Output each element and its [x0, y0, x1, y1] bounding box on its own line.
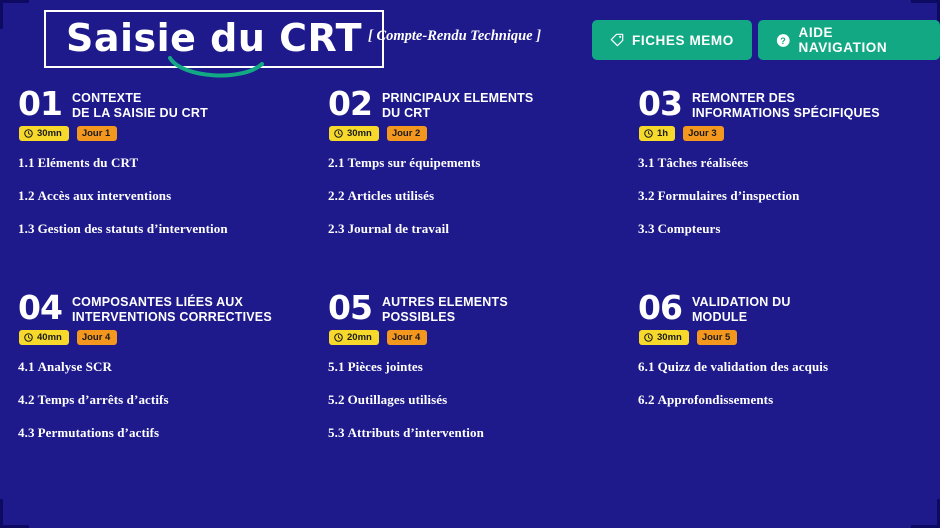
- lesson-4-2-number: 4.2: [18, 392, 35, 407]
- module-04-number: 04: [18, 288, 62, 327]
- lesson-2-2[interactable]: [328, 188, 638, 204]
- module-02-lessons: [328, 155, 638, 237]
- lesson-3-3[interactable]: [638, 221, 940, 237]
- module-02-duration-badge: [329, 126, 379, 141]
- module-04-lessons: [18, 359, 328, 441]
- module-02-title-line1: PRINCIPAUX ELEMENTS: [381, 91, 534, 105]
- lesson-2-3-number: 2.3: [328, 221, 345, 236]
- module-01-duration-label: 30mn: [37, 128, 62, 139]
- module-03-duration-label: 1h: [657, 128, 669, 139]
- lesson-3-3-label: Compteurs: [657, 221, 721, 236]
- module-02-duration-label: 30mn: [347, 128, 372, 139]
- page-title: Saisie du CRT: [66, 16, 363, 60]
- module-05-title-line1: AUTRES ELEMENTS: [381, 295, 508, 309]
- lesson-4-1[interactable]: [18, 359, 328, 375]
- lesson-1-2[interactable]: [18, 188, 328, 204]
- module-01-duration-badge: [19, 126, 69, 141]
- module-03-day-badge: Jour 3: [683, 126, 724, 141]
- module-01-title-line1: CONTEXTE: [71, 91, 142, 105]
- clock-icon: [644, 129, 653, 138]
- module-06-day-badge: Jour 5: [697, 330, 738, 345]
- module-03-badges: [639, 126, 940, 141]
- lesson-2-2-label: Articles utilisés: [347, 188, 435, 203]
- module-04: [18, 288, 328, 458]
- clock-icon: [24, 129, 33, 138]
- module-03-duration-badge: [639, 126, 675, 141]
- module-05-lessons: [328, 359, 638, 441]
- module-04-badges: [19, 330, 328, 345]
- lesson-5-2-number: 5.2: [328, 392, 345, 407]
- module-02-header: [328, 84, 638, 123]
- module-02-day-badge: Jour 2: [387, 126, 428, 141]
- clock-icon: [334, 129, 343, 138]
- lesson-3-1-label: Tâches réalisées: [657, 155, 749, 170]
- lesson-4-3-label: Permutations d’actifs: [37, 425, 160, 440]
- lesson-1-2-label: Accès aux interventions: [37, 188, 172, 203]
- module-06: [638, 288, 940, 458]
- module-06-number: 06: [638, 288, 682, 327]
- lesson-1-3[interactable]: [18, 221, 328, 237]
- lesson-3-2-label: Formulaires d’inspection: [657, 188, 800, 203]
- lesson-5-1[interactable]: [328, 359, 638, 375]
- lesson-5-1-label: Pièces jointes: [347, 359, 423, 374]
- module-03-header: [638, 84, 940, 123]
- module-01-header: [18, 84, 328, 123]
- lesson-4-1-number: 4.1: [18, 359, 35, 374]
- corner-accent-bottom-left: [0, 499, 29, 528]
- lesson-1-3-number: 1.3: [18, 221, 35, 236]
- page-header: [0, 0, 940, 86]
- lesson-5-1-number: 5.1: [328, 359, 345, 374]
- lesson-3-1-number: 3.1: [638, 155, 655, 170]
- module-01-day-badge: Jour 1: [77, 126, 118, 141]
- module-04-header: [18, 288, 328, 327]
- module-02: [328, 84, 638, 292]
- lesson-5-2-label: Outillages utilisés: [347, 392, 448, 407]
- lesson-4-3-number: 4.3: [18, 425, 35, 440]
- lesson-5-3-label: Attributs d’intervention: [347, 425, 484, 440]
- module-01: [18, 84, 328, 292]
- module-04-day-badge: Jour 4: [77, 330, 118, 345]
- clock-icon: [334, 333, 343, 342]
- module-01-number: 01: [18, 84, 62, 123]
- module-05-titles: [382, 292, 508, 325]
- module-05: [328, 288, 638, 458]
- module-05-number: 05: [328, 288, 372, 327]
- module-04-duration-label: 40mn: [37, 332, 62, 343]
- module-05-badges: [329, 330, 638, 345]
- module-05-duration-label: 20mn: [347, 332, 372, 343]
- question-circle-icon: [776, 33, 791, 48]
- module-05-title-line2: POSSIBLES: [381, 310, 456, 324]
- lesson-6-1[interactable]: [638, 359, 940, 375]
- module-01-lessons: [18, 155, 328, 237]
- lesson-2-1[interactable]: [328, 155, 638, 171]
- module-06-lessons: [638, 359, 940, 408]
- fiches-memo-button[interactable]: [592, 20, 752, 60]
- lesson-4-2[interactable]: [18, 392, 328, 408]
- module-04-title-line1: COMPOSANTES LIÉES AUX: [71, 295, 244, 309]
- module-05-duration-badge: [329, 330, 379, 345]
- lesson-5-3[interactable]: [328, 425, 638, 441]
- module-02-number: 02: [328, 84, 372, 123]
- module-01-titles: [72, 88, 208, 121]
- clock-icon: [24, 333, 33, 342]
- module-06-title-line2: MODULE: [691, 310, 748, 324]
- lesson-5-2[interactable]: [328, 392, 638, 408]
- module-06-duration-label: 30mn: [657, 332, 682, 343]
- lesson-2-2-number: 2.2: [328, 188, 345, 203]
- module-03-number: 03: [638, 84, 682, 123]
- module-06-duration-badge: [639, 330, 689, 345]
- module-05-header: [328, 288, 638, 327]
- module-06-title-line1: VALIDATION DU: [691, 295, 791, 309]
- lesson-4-3[interactable]: [18, 425, 328, 441]
- fiches-memo-label: FICHES MEMO: [632, 32, 734, 48]
- module-04-titles: [72, 292, 272, 325]
- page-subtitle: [ Compte-Rendu Technique ]: [368, 28, 542, 44]
- module-05-day-badge: Jour 4: [387, 330, 428, 345]
- module-03: [638, 84, 940, 292]
- lesson-6-1-number: 6.1: [638, 359, 655, 374]
- module-02-titles: [382, 88, 534, 121]
- lesson-2-1-label: Temps sur équipements: [347, 155, 481, 170]
- module-06-header: [638, 288, 940, 327]
- lesson-3-3-number: 3.3: [638, 221, 655, 236]
- module-03-title-line2: INFORMATIONS SPÉCIFIQUES: [691, 106, 880, 120]
- module-06-titles: [692, 292, 791, 325]
- lesson-1-1-label: Eléments du CRT: [37, 155, 139, 170]
- lesson-6-2-label: Approfondissements: [657, 392, 774, 407]
- module-03-titles: [692, 88, 880, 121]
- lesson-1-1[interactable]: [18, 155, 328, 171]
- modules-grid: [0, 84, 940, 458]
- lesson-3-2-number: 3.2: [638, 188, 655, 203]
- lesson-2-3[interactable]: [328, 221, 638, 237]
- module-06-badges: [639, 330, 940, 345]
- aide-navigation-button[interactable]: [758, 20, 940, 60]
- clock-icon: [644, 333, 653, 342]
- aide-navigation-label: AIDE NAVIGATION: [798, 25, 888, 55]
- lesson-4-2-label: Temps d’arrêts d’actifs: [37, 392, 169, 407]
- lesson-2-3-label: Journal de travail: [347, 221, 450, 236]
- lesson-3-2[interactable]: [638, 188, 940, 204]
- lesson-1-2-number: 1.2: [18, 188, 35, 203]
- lesson-6-2-number: 6.2: [638, 392, 655, 407]
- module-04-duration-badge: [19, 330, 69, 345]
- module-04-title-line2: INTERVENTIONS CORRECTIVES: [71, 310, 272, 324]
- title-box: [44, 10, 384, 68]
- module-02-title-line2: DU CRT: [381, 106, 431, 120]
- module-02-badges: [329, 126, 638, 141]
- lesson-2-1-number: 2.1: [328, 155, 345, 170]
- lesson-3-1[interactable]: [638, 155, 940, 171]
- lesson-6-2[interactable]: [638, 392, 940, 408]
- lesson-6-1-label: Quizz de validation des acquis: [657, 359, 829, 374]
- module-03-title-line1: REMONTER DES: [691, 91, 796, 105]
- corner-accent-bottom-right: [911, 499, 940, 528]
- tag-icon: [610, 33, 624, 47]
- lesson-1-1-number: 1.1: [18, 155, 35, 170]
- module-01-badges: [19, 126, 328, 141]
- svg-text:?: ?: [780, 35, 787, 46]
- module-01-title-line2: DE LA SAISIE DU CRT: [71, 106, 208, 120]
- lesson-4-1-label: Analyse SCR: [37, 359, 112, 374]
- lesson-1-3-label: Gestion des statuts d’intervention: [37, 221, 228, 236]
- module-03-lessons: [638, 155, 940, 237]
- lesson-5-3-number: 5.3: [328, 425, 345, 440]
